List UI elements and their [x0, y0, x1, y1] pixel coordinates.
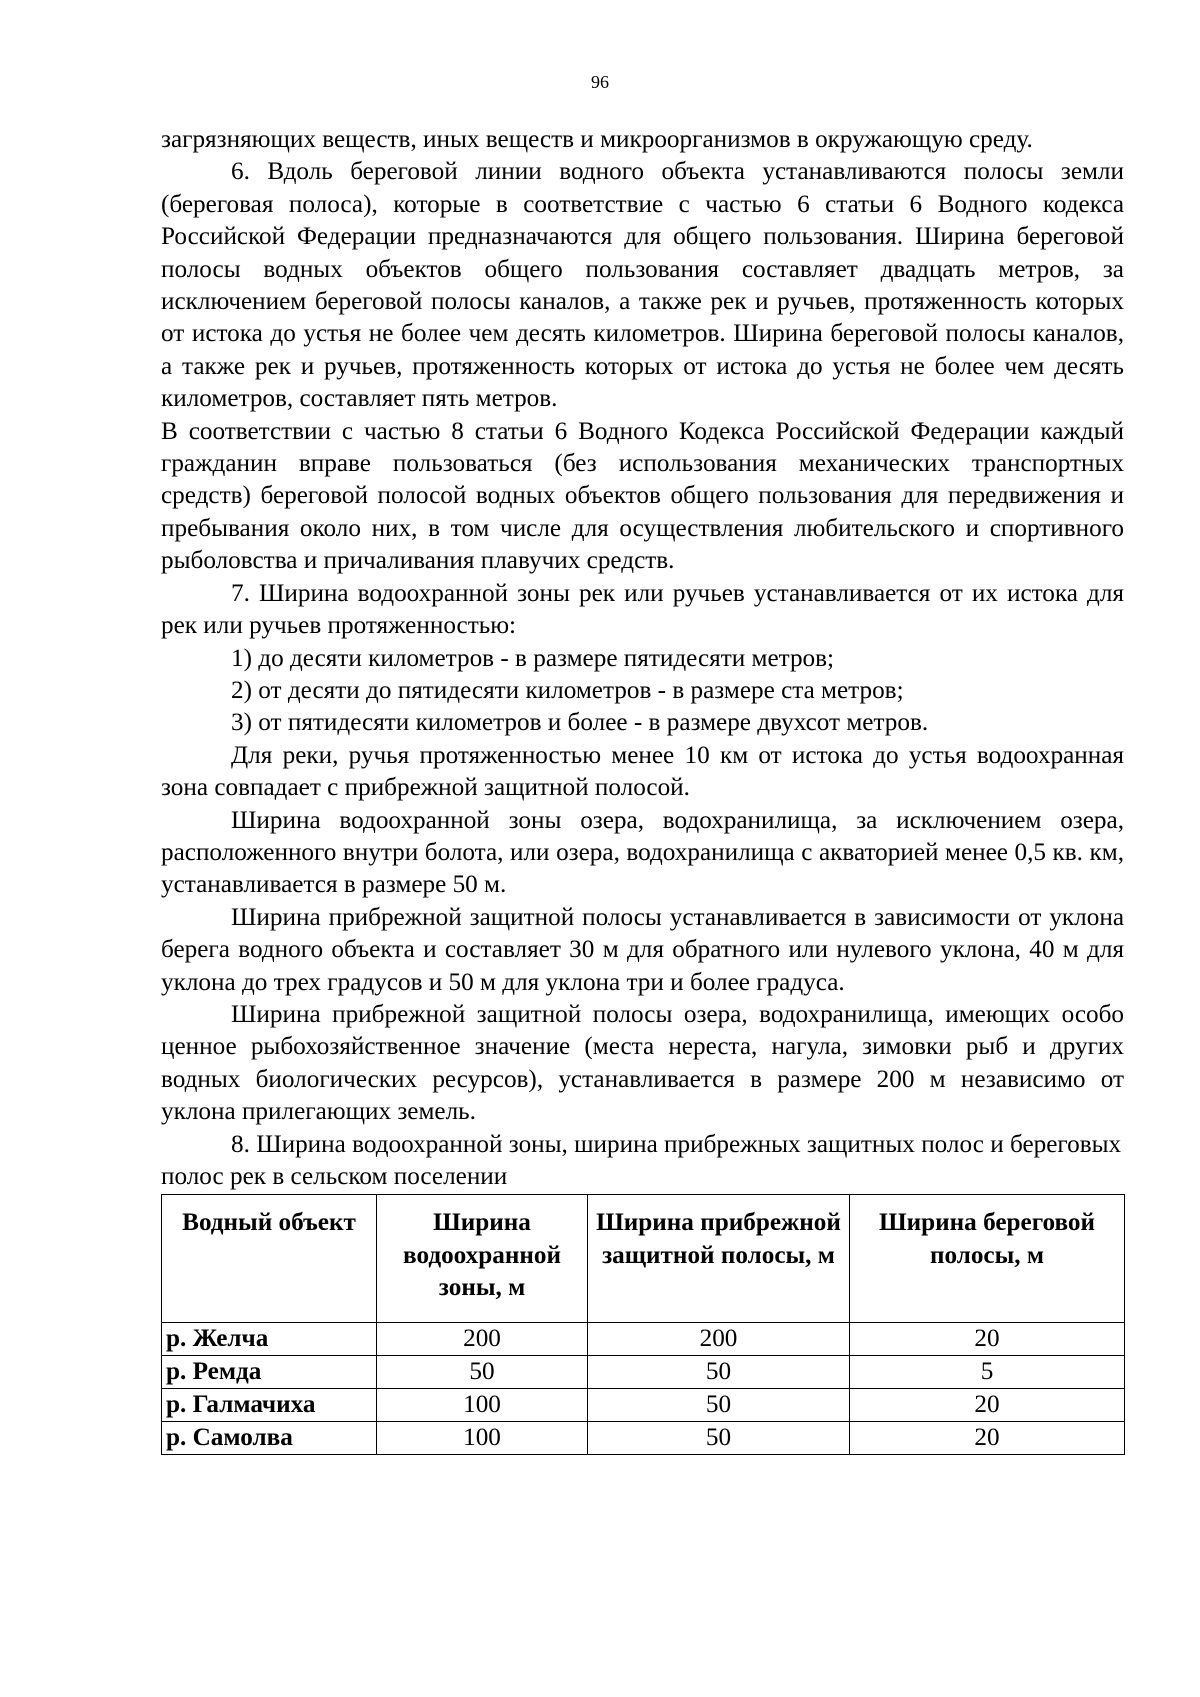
table-row — [162, 1356, 1125, 1389]
cell-value: 20 — [850, 1389, 1125, 1422]
paragraph-item-7: 7. Ширина водоохранной зоны рек или ручьев устанавливается от их истока для рек или ручьев протяженностью: — [161, 579, 1124, 640]
paragraph-item-6: 6. Вдоль береговой линии водного объекта устанавливаются полосы земли (береговая полоса), которые в соответствие с частью 6 статьи 6 Водного кодекса Российской Федерации предназначаются для общего пользования. Ширина береговой полосы водных объектов общего пользования составляет двадцать метров, за исключением береговой полосы каналов, а также рек и ручьев, протяженность которых от истока до устья не более чем десять километров. Ширина береговой полосы каналов, а также рек и ручьев, протяженность которых от истока до устья не более чем десять километров, составляет пять метров. — [161, 158, 1124, 413]
cell-value: 50 — [588, 1422, 850, 1455]
page-number: 96 — [591, 72, 609, 92]
paragraph-short-rivers: Для реки, ручья протяженностью менее 10 км от истока до устья водоохранная зона совпадает с прибрежной защитной полосой. — [161, 741, 1124, 802]
cell-river-name: р. Желча — [162, 1323, 377, 1356]
cell-value: 200 — [588, 1323, 850, 1356]
cell-value: 50 — [588, 1356, 850, 1389]
table-caption: 8. Ширина водоохранной зоны, ширина прибрежных защитных полос и береговых полос рек в сельском поселении — [161, 1130, 1122, 1190]
table-row — [162, 1389, 1125, 1422]
header-protection-zone: Ширина водоохранной зоны, м — [377, 1195, 588, 1323]
cell-value: 5 — [850, 1356, 1125, 1389]
header-shore-strip: Ширина береговой полосы, м — [850, 1195, 1125, 1323]
cell-value: 200 — [377, 1323, 588, 1356]
cell-river-name: р. Самолва — [162, 1422, 377, 1455]
document-body — [161, 124, 1124, 1455]
cell-value: 20 — [850, 1422, 1125, 1455]
table-header-row — [162, 1195, 1125, 1323]
paragraph-fishery: Ширина прибрежной защитной полосы озера, водохранилища, имеющих особо ценное рыбохозяйственное значение (места нереста, нагула, зимовки рыб и других водных биологических ресурсов), устанавливается в размере 200 м независимо от уклона прилегающих земель. — [161, 1000, 1124, 1126]
cell-river-name: р. Галмачиха — [162, 1389, 377, 1422]
table-row — [162, 1422, 1125, 1455]
list-item: 3) от пятидесяти километров и более - в размере двухсот метров. — [231, 709, 929, 737]
cell-value: 50 — [377, 1356, 588, 1389]
header-water-object: Водный объект — [162, 1195, 377, 1323]
paragraph-slope: Ширина прибрежной защитной полосы устанавливается в зависимости от уклона берега водного объекта и составляет 30 м для обратного или нулевого уклона, 40 м для уклона до трех градусов и 50 м для уклона три и более градуса. — [161, 903, 1124, 996]
paragraph-citizen-rights: В соответствии с частью 8 статьи 6 Водного Кодекса Российской Федерации каждый гражданин вправе пользоваться (без использования механических транспортных средств) береговой полосой водных объектов общего пользования для передвижения и пребывания около них, в том числе для осуществления любительского и спортивного рыболовства и причаливания плавучих средств. — [161, 417, 1124, 575]
cell-value: 20 — [850, 1323, 1125, 1356]
list-item: 1) до десяти километров - в размере пятидесяти метров; — [231, 644, 835, 672]
paragraph-continuation: загрязняющих веществ, иных веществ и микроорганизмов в окружающую среду. — [161, 126, 1033, 153]
cell-river-name: р. Ремда — [162, 1356, 377, 1389]
water-zones-table — [161, 1194, 1125, 1455]
cell-value: 100 — [377, 1389, 588, 1422]
header-coastal-strip: Ширина прибрежной защитной полосы, м — [588, 1195, 850, 1323]
table-row — [162, 1323, 1125, 1356]
paragraph-lake-zone: Ширина водоохранной зоны озера, водохранилища, за исключением озера, расположенного внутри болота, или озера, водохранилища с акваторией менее 0,5 кв. км, устанавливается в размере 50 м. — [161, 806, 1124, 899]
cell-value: 50 — [588, 1389, 850, 1422]
list-item: 2) от десяти до пятидесяти километров - в размере ста метров; — [231, 676, 904, 704]
cell-value: 100 — [377, 1422, 588, 1455]
